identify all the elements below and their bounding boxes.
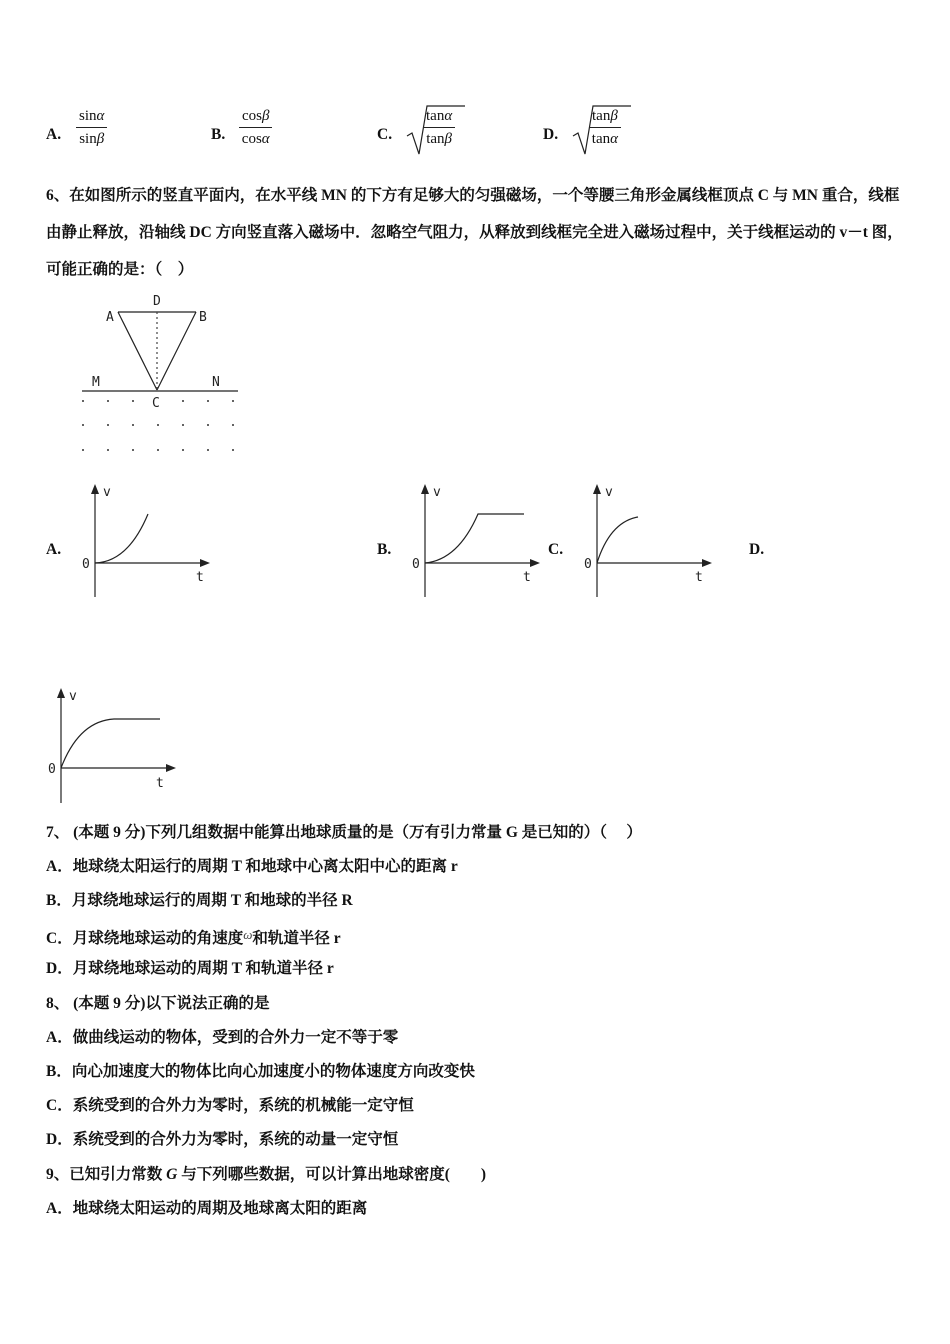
v-axis-arrow-icon — [593, 484, 601, 494]
label-b: B — [199, 310, 207, 325]
q9-stem-post: 与下列哪些数据，可以计算出地球密度( ) — [177, 1166, 487, 1183]
t-axis-arrow-icon — [166, 764, 176, 772]
q6-graph-b — [408, 482, 543, 602]
q7-option-a: A．地球绕太阳运行的周期 T 和地球中心离太阳中心的距离 r — [46, 858, 458, 875]
omega-symbol: ω — [243, 927, 253, 942]
q5-option-a-label: A. — [46, 126, 62, 143]
velocity-curve — [95, 514, 148, 563]
q5-option-c-label: C. — [377, 126, 393, 143]
origin-label: 0 — [82, 557, 90, 572]
q6-option-a-label: A. — [46, 541, 62, 558]
fraction-numerator-var: β — [262, 108, 270, 124]
velocity-curve — [61, 719, 160, 768]
q5-option-d-fraction — [589, 108, 621, 148]
q8-option-c: C．系统受到的合外力为零时，系统的机械能一定守恒 — [46, 1097, 414, 1114]
fraction-numerator-fn: tan — [592, 108, 611, 124]
q9-stem — [46, 1165, 486, 1185]
q6-option-c-label: C. — [548, 541, 564, 558]
label-c: C — [152, 396, 160, 411]
origin-label: 0 — [412, 557, 420, 572]
t-axis-arrow-icon — [702, 559, 712, 567]
q9-stem-var: G — [166, 1166, 178, 1183]
q8-option-a: A．做曲线运动的物体，受到的合外力一定不等于零 — [46, 1029, 399, 1046]
velocity-curve — [597, 517, 638, 563]
fraction-denominator-var: β — [96, 131, 105, 147]
v-axis-arrow-icon — [91, 484, 99, 494]
label-m: M — [92, 375, 100, 390]
fraction-denominator-fn: tan — [591, 131, 611, 147]
q6-graph-d — [44, 686, 179, 806]
t-axis-arrow-icon — [530, 559, 540, 567]
fraction-numerator-fn: tan — [426, 108, 445, 124]
q6-option-d-label: D. — [749, 541, 765, 558]
q6-option-b-label: B. — [377, 541, 392, 558]
q6-stem: 6、在如图所示的竖直平面内，在水平线 MN 的下方有足够大的匀强磁场，一个等腰三角形金属线框顶点 C 与 MN 重合，线框由静止释放，沿轴线 DC 方向竖直落入磁场中．忽略空气阻力，从释放到线框完全进入磁场过程中，关于线框运动的 v－t 图，可能正确的是：（ ） — [46, 187, 903, 278]
label-n: N — [212, 375, 220, 390]
q7-option-b: B．月球绕地球运行的周期 T 和地球的半径 R — [46, 892, 353, 909]
label-a: A — [106, 310, 114, 325]
q5-option-a-fraction — [76, 108, 107, 148]
fraction-numerator-var: β — [610, 108, 618, 124]
q7-option-c-text-pre: C．月球绕地球运动的角速度 — [46, 930, 244, 947]
fraction-denominator-var: α — [261, 131, 270, 147]
q9-stem-pre: 9、已知引力常数 — [46, 1166, 167, 1183]
axis-v-label: v — [103, 485, 111, 500]
q6-graph-c — [580, 482, 715, 602]
q6-graph-a — [78, 482, 213, 602]
q5-option-d-label: D. — [543, 126, 559, 143]
v-axis-arrow-icon — [421, 484, 429, 494]
triangle-side-ac — [118, 312, 157, 390]
fraction-denominator-var: β — [444, 131, 452, 147]
q9-option-a: A．地球绕太阳运动的周期及地球离太阳的距离 — [46, 1200, 368, 1217]
fraction-denominator-fn: sin — [79, 131, 97, 147]
axis-v-label: v — [69, 689, 77, 704]
q5-option-b-label: B. — [211, 126, 226, 143]
axis-t-label: t — [196, 570, 204, 585]
origin-label: 0 — [584, 557, 592, 572]
axis-t-label: t — [523, 570, 531, 585]
q7-option-c — [46, 925, 341, 949]
fraction-denominator-fn: cos — [241, 131, 262, 147]
q8-option-b: B．向心加速度大的物体比向心加速度小的物体速度方向改变快 — [46, 1063, 475, 1080]
q8-option-d: D．系统受到的合外力为零时，系统的动量一定守恒 — [46, 1131, 399, 1148]
q7-option-c-text-post: 和轨道半径 r — [252, 930, 341, 947]
fraction-numerator-var: α — [96, 108, 105, 124]
q5-option-b-fraction — [239, 108, 272, 148]
axis-v-label: v — [605, 485, 613, 500]
q7-stem: 7、 (本题 9 分)下列几组数据中能算出地球质量的是（万有引力常量 G 是已知的）（ ） — [46, 824, 642, 841]
axis-t-label: t — [695, 570, 703, 585]
axis-t-label: t — [156, 776, 164, 791]
label-d: D — [153, 294, 161, 309]
q7-option-d: D．月球绕地球运动的周期 T 和轨道半径 r — [46, 960, 334, 977]
axis-v-label: v — [433, 485, 441, 500]
fraction-denominator-fn: tan — [426, 131, 445, 147]
triangle-side-bc — [157, 312, 196, 390]
fraction-denominator-var: α — [610, 131, 618, 147]
q8-stem: 8、 (本题 9 分)以下说法正确的是 — [46, 995, 270, 1012]
t-axis-arrow-icon — [200, 559, 210, 567]
fraction-numerator-fn: cos — [242, 108, 262, 124]
velocity-curve — [425, 514, 524, 563]
fraction-numerator-fn: sin — [79, 108, 97, 124]
origin-label: 0 — [48, 762, 56, 777]
v-axis-arrow-icon — [57, 688, 65, 698]
q6-triangle-figure — [78, 290, 248, 460]
q5-option-c-fraction — [423, 108, 455, 148]
fraction-numerator-var: α — [444, 108, 453, 124]
